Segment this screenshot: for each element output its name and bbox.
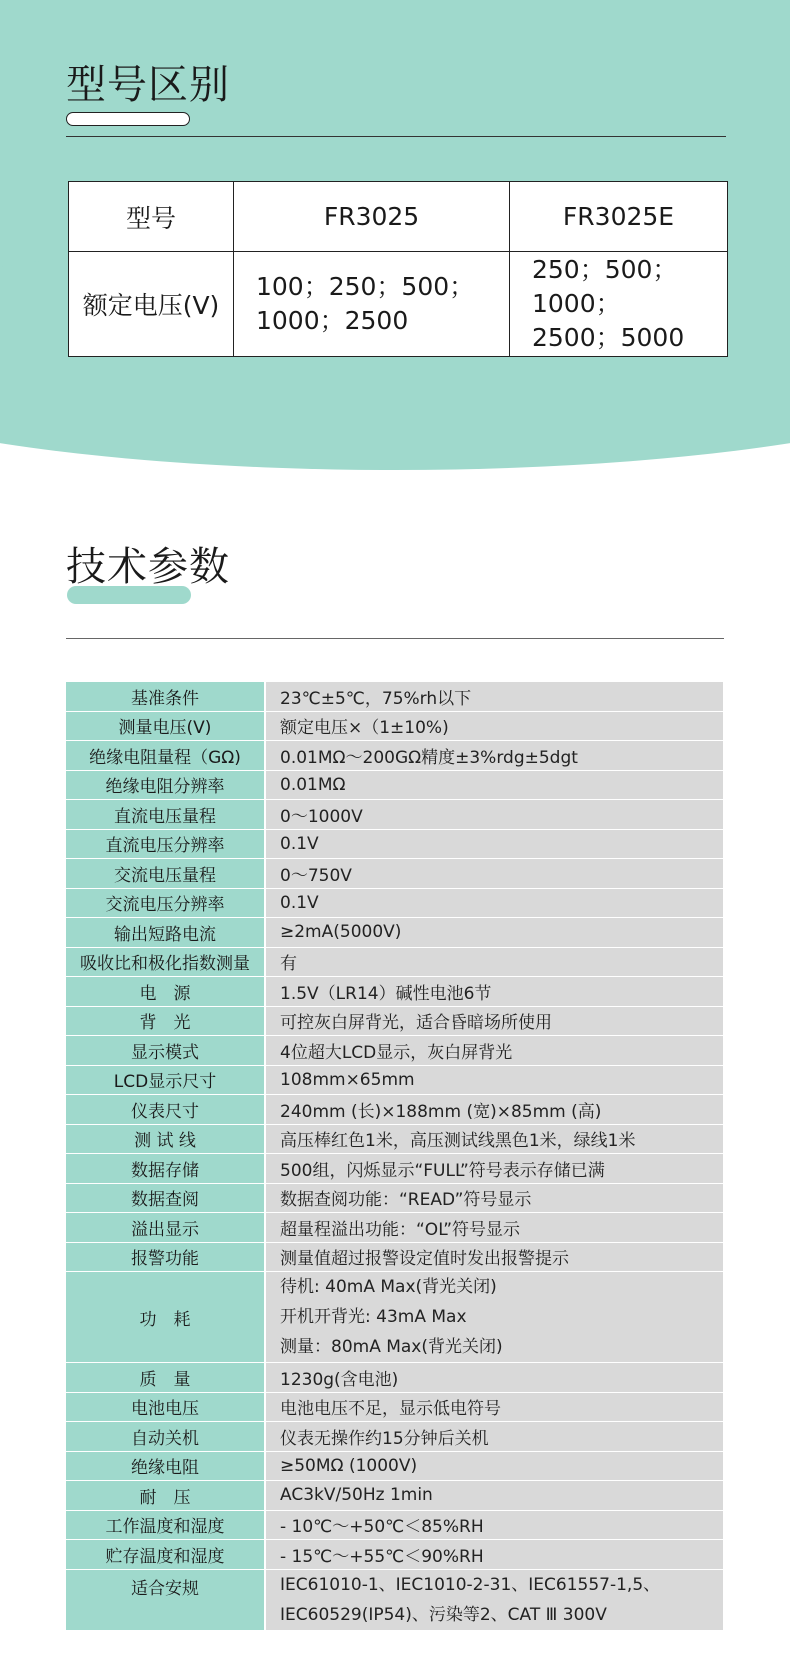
spec-label: 贮存温度和湿度: [66, 1540, 266, 1570]
spec-value: - 10℃～+50℃＜85%RH: [266, 1511, 723, 1541]
spec-value: 0～1000V: [266, 800, 723, 830]
spec-label: 背 光: [66, 1007, 266, 1037]
model-name-fr3025e: FR3025E: [510, 182, 728, 252]
spec-row: [66, 1095, 723, 1125]
spec-label: 显示模式: [66, 1036, 266, 1066]
spec-label: 直流电压量程: [66, 800, 266, 830]
spec-value: 高压棒红色1米，高压测试线黑色1米，绿线1米: [266, 1125, 723, 1155]
spec-row: [66, 1452, 723, 1482]
spec-row: [66, 682, 723, 712]
spec-value: 23℃±5℃，75%rh以下: [266, 682, 723, 712]
spec-row: [66, 1570, 723, 1631]
tech-params-title: 技术参数: [66, 544, 230, 590]
spec-value: [266, 1570, 723, 1631]
divider-line: [66, 638, 724, 639]
spec-row: [66, 1036, 723, 1066]
spec-label: 绝缘电阻: [66, 1452, 266, 1482]
model-comparison-table: [68, 181, 728, 357]
spec-table: [66, 682, 723, 1631]
spec-row: [66, 889, 723, 919]
spec-row: [66, 712, 723, 742]
spec-value: 500组，闪烁显示“FULL”符号表示存储已满: [266, 1154, 723, 1184]
spec-value: 1.5V（LR14）碱性电池6节: [266, 977, 723, 1007]
spec-row: [66, 830, 723, 860]
spec-row: [66, 1125, 723, 1155]
spec-row: [66, 859, 723, 889]
spec-label: 输出短路电流: [66, 918, 266, 948]
spec-value: 仪表无操作约15分钟后关机: [266, 1422, 723, 1452]
spec-label: 功 耗: [66, 1272, 266, 1363]
spec-label: 交流电压量程: [66, 859, 266, 889]
spec-value: 测量值超过报警设定值时发出报警提示: [266, 1243, 723, 1273]
spec-value: 240mm (长)×188mm (宽)×85mm (高): [266, 1095, 723, 1125]
spec-row: [66, 1511, 723, 1541]
rated-voltage-line: 2500；5000: [532, 323, 685, 352]
spec-label: 测 试 线: [66, 1125, 266, 1155]
spec-row: [66, 1481, 723, 1511]
spec-row: [66, 771, 723, 801]
spec-label: 电池电压: [66, 1393, 266, 1423]
spec-value: 0.1V: [266, 830, 723, 860]
spec-row: [66, 1154, 723, 1184]
spec-value: 数据查阅功能：“READ”符号显示: [266, 1184, 723, 1214]
spec-value: 0.01MΩ: [266, 771, 723, 801]
rated-voltage-row: [69, 252, 728, 357]
spec-label: 仪表尺寸: [66, 1095, 266, 1125]
spec-row: [66, 977, 723, 1007]
spec-row: [66, 741, 723, 771]
spec-row: [66, 1422, 723, 1452]
spec-value: 额定电压×（1±10%): [266, 712, 723, 742]
spec-label: 吸收比和极化指数测量: [66, 948, 266, 978]
spec-row: [66, 1393, 723, 1423]
spec-label: 适合安规: [66, 1570, 266, 1631]
spec-label: 基准条件: [66, 682, 266, 712]
model-name-fr3025: FR3025: [234, 182, 510, 252]
spec-row: [66, 1272, 723, 1363]
spec-label: LCD显示尺寸: [66, 1066, 266, 1096]
model-difference-title: 型号区别: [66, 62, 230, 108]
spec-value: ≥2mA(5000V): [266, 918, 723, 948]
spec-label: 溢出显示: [66, 1213, 266, 1243]
spec-value: 4位超大LCD显示，灰白屏背光: [266, 1036, 723, 1066]
spec-value-line: 测量：80mA Max(背光关闭): [280, 1337, 503, 1357]
spec-label: 耐 压: [66, 1481, 266, 1511]
spec-value: 电池电压不足，显示低电符号: [266, 1393, 723, 1423]
model-header-label: 型号: [69, 182, 234, 252]
spec-row: [66, 1243, 723, 1273]
spec-row: [66, 800, 723, 830]
spec-label: 交流电压分辨率: [66, 889, 266, 919]
spec-value: 超量程溢出功能：“OL”符号显示: [266, 1213, 723, 1243]
spec-label: 数据存储: [66, 1154, 266, 1184]
title-underline-pill: [66, 112, 190, 126]
spec-label: 测量电压(V): [66, 712, 266, 742]
rated-voltage-line: 1000；2500: [256, 306, 409, 335]
spec-label: 质 量: [66, 1363, 266, 1393]
spec-label: 报警功能: [66, 1243, 266, 1273]
spec-value: 可控灰白屏背光，适合昏暗场所使用: [266, 1007, 723, 1037]
spec-value: 0～750V: [266, 859, 723, 889]
spec-value: ≥50MΩ (1000V): [266, 1452, 723, 1482]
spec-value-line: 开机开背光: 43mA Max: [280, 1307, 467, 1327]
spec-row: [66, 1540, 723, 1570]
spec-value: - 15℃～+55℃＜90%RH: [266, 1540, 723, 1570]
spec-value-line: IEC61010-1、IEC1010-2-31、IEC61557-1,5、: [280, 1574, 661, 1595]
spec-row: [66, 1213, 723, 1243]
spec-value: 0.1V: [266, 889, 723, 919]
spec-value-line: 待机: 40mA Max(背光关闭): [280, 1277, 497, 1297]
spec-label: 电 源: [66, 977, 266, 1007]
rated-voltage-fr3025: [234, 252, 510, 357]
model-header-row: [69, 182, 728, 252]
spec-label: 绝缘电阻分辨率: [66, 771, 266, 801]
spec-value: 1230g(含电池): [266, 1363, 723, 1393]
spec-value: AC3kV/50Hz 1min: [266, 1481, 723, 1511]
spec-label: 直流电压分辨率: [66, 830, 266, 860]
rated-voltage-line: 250；500；1000；: [532, 255, 678, 318]
spec-value-line: IEC60529(IP54)、污染等2、CAT Ⅲ 300V: [280, 1604, 607, 1625]
spec-value: 有: [266, 948, 723, 978]
spec-label: 自动关机: [66, 1422, 266, 1452]
spec-row: [66, 918, 723, 948]
spec-value: 108mm×65mm: [266, 1066, 723, 1096]
spec-row: [66, 1066, 723, 1096]
rated-voltage-fr3025e: [510, 252, 728, 357]
spec-row: [66, 1363, 723, 1393]
spec-row: [66, 1007, 723, 1037]
rated-voltage-label: 额定电压(V): [69, 252, 234, 357]
spec-value: [266, 1272, 723, 1363]
spec-value: 0.01MΩ～200GΩ精度±3%rdg±5dgt: [266, 741, 723, 771]
spec-label: 数据查阅: [66, 1184, 266, 1214]
spec-row: [66, 1184, 723, 1214]
rated-voltage-line: 100；250；500；: [256, 272, 475, 301]
divider-line: [66, 136, 726, 137]
spec-row: [66, 948, 723, 978]
spec-label: 绝缘电阻量程（GΩ): [66, 741, 266, 771]
spec-label: 工作温度和湿度: [66, 1511, 266, 1541]
